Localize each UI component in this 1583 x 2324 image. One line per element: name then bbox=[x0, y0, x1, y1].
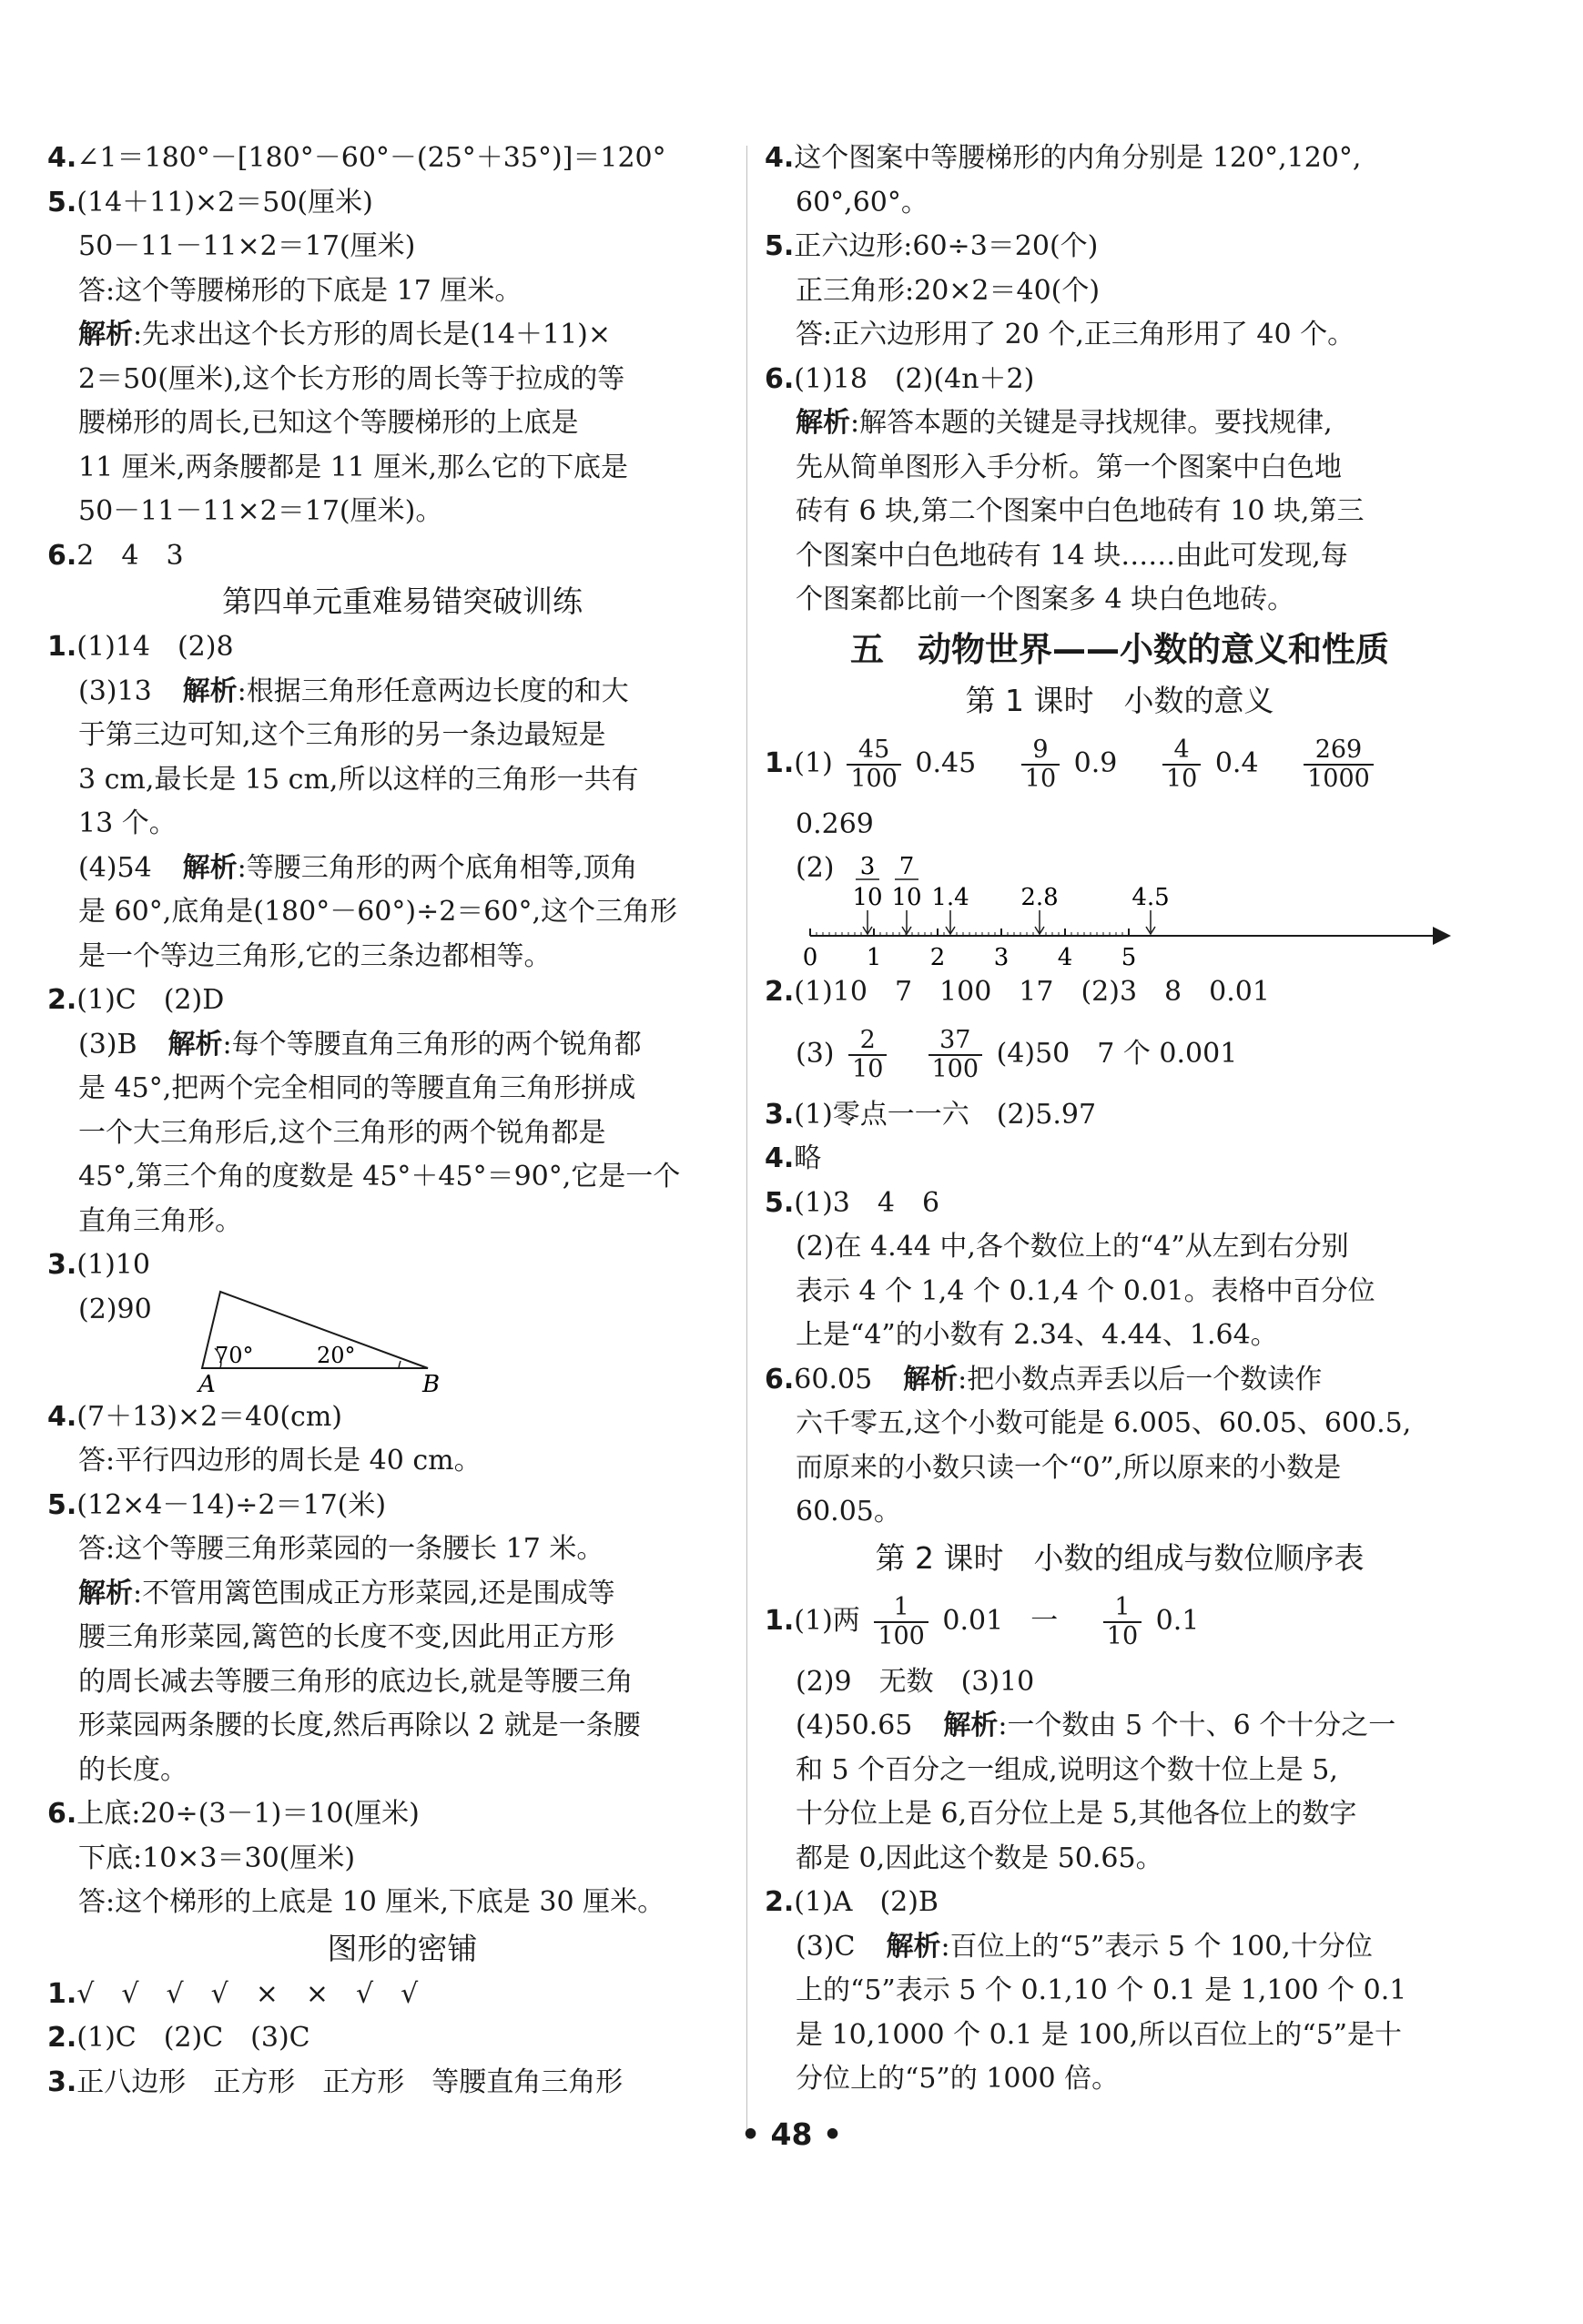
analysis-label: 解析 bbox=[78, 319, 133, 350]
analysis-line: 解析:不管用篱笆围成正方形菜园,还是围成等 bbox=[78, 1577, 615, 1609]
triangle-figure bbox=[193, 1284, 484, 1394]
answer-line: 50－11－11×2＝17(厘米) bbox=[78, 230, 416, 262]
answer-line: (4)54 解析:等腰三角形的两个底角相等,顶角 bbox=[78, 851, 638, 884]
analysis-label: 解析 bbox=[182, 675, 238, 707]
fraction: $\frac{9}{10}$ bbox=[1021, 736, 1060, 793]
answer-line: (3)B 解析:每个等腰直角三角形的两个锐角都 bbox=[78, 1028, 642, 1061]
answer-line: 60°,60°。 bbox=[796, 186, 928, 218]
analysis-line: 砖有 6 块,第二个图案中白色地砖有 10 块,第三 bbox=[796, 495, 1365, 527]
analysis-line: 是 10,1000 个 0.1 是 100,所以百位上的“5”是十 bbox=[796, 2018, 1403, 2051]
answer-line: 4.(7＋13)×2＝40(cm) bbox=[47, 1400, 343, 1433]
answer-line: 4.略 bbox=[765, 1142, 822, 1174]
answer-line: 1.(1)两 $\frac{1}{100}$ 0.01 一 $\frac{1}{10}$ 0.1 bbox=[765, 1592, 1200, 1650]
analysis-line: 和 5 个百分之一组成,说明这个数十位上是 5, bbox=[796, 1753, 1338, 1786]
analysis-label: 解析 bbox=[903, 1363, 959, 1395]
answer-line: 答:平行四边形的周长是 40 cm。 bbox=[78, 1445, 482, 1477]
analysis-line: 六千零五,这个小数可能是 6.005、60.05、600.5, bbox=[796, 1407, 1412, 1439]
analysis-line: 上的“5”表示 5 个 0.1,10 个 0.1 是 1,100 个 0.1 bbox=[796, 1974, 1407, 2006]
analysis-line: 先从简单图形入手分析。第一个图案中白色地 bbox=[796, 451, 1342, 483]
answer-line: 答:正六边形用了 20 个,正三角形用了 40 个。 bbox=[796, 319, 1355, 350]
chapter-heading: 五 动物世界——小数的意义和性质 bbox=[850, 629, 1389, 669]
answer-line: 5.(12×4－14)÷2＝17(米) bbox=[47, 1488, 387, 1521]
fraction: $\frac{1}{10}$ bbox=[1103, 1594, 1142, 1650]
answer-line: 0.269 bbox=[796, 807, 874, 840]
angle-label-b: 20° bbox=[317, 1342, 356, 1368]
answer-line: 上是“4”的小数有 2.34、4.44、1.64。 bbox=[796, 1319, 1278, 1351]
lesson-heading: 第 1 课时 小数的意义 bbox=[965, 682, 1274, 718]
answer-line: 6.上底:20÷(3－1)＝10(厘米) bbox=[47, 1798, 420, 1830]
answer-line: 下底:10×3＝30(厘米) bbox=[78, 1842, 356, 1874]
tick-label: 0 bbox=[802, 944, 818, 970]
analysis-line: 十分位上是 6,百分位上是 5,其他各位上的数字 bbox=[796, 1798, 1357, 1830]
number-line-row: (2) 0 1 2 3 4 5 3 10 7 10 1.4 2.8 4.5 bbox=[765, 847, 1475, 970]
answer-line: 5.(14＋11)×2＝50(厘米) bbox=[47, 186, 373, 218]
analysis-line: 个图案都比前一个图案多 4 块白色地砖。 bbox=[796, 584, 1295, 615]
analysis-line: 形菜园两条腰的长度,然后再除以 2 就是一条腰 bbox=[78, 1710, 641, 1741]
right-column bbox=[765, 137, 1475, 2102]
answer-line: (4)50.65 解析:一个数由 5 个十、6 个十分之一 bbox=[796, 1710, 1396, 1741]
answer-line: 正三角形:20×2＝40(个) bbox=[796, 274, 1101, 307]
answer-line: 5.正六边形:60÷3＝20(个) bbox=[765, 230, 1099, 262]
analysis-line: 2＝50(厘米),这个长方形的周长等于拉成的等 bbox=[78, 362, 625, 395]
section-heading: 第四单元重难易错突破训练 bbox=[222, 584, 583, 619]
svg-text:2.8: 2.8 bbox=[1020, 884, 1059, 911]
answer-line: 5.(1)3 4 6 bbox=[765, 1186, 940, 1219]
analysis-line: 11 厘米,两条腰都是 11 厘米,那么它的下底是 bbox=[78, 451, 629, 483]
analysis-line: 解析:解答本题的关键是寻找规律。要找规律, bbox=[796, 407, 1333, 439]
fraction: $\frac{45}{100}$ bbox=[847, 736, 901, 793]
left-column bbox=[47, 137, 757, 2105]
answer-line: 2.(1)C (2)D bbox=[47, 984, 225, 1016]
answer-line: 2.(1)A (2)B bbox=[765, 1886, 939, 1918]
svg-text:4.5: 4.5 bbox=[1131, 884, 1170, 911]
angle-arc-b bbox=[399, 1361, 401, 1368]
analysis-label: 解析 bbox=[182, 851, 238, 884]
analysis-line: 于第三边可知,这个三角形的另一条边最短是 bbox=[78, 719, 606, 751]
marker-3-10 bbox=[852, 853, 882, 934]
marker-2-8 bbox=[1020, 884, 1058, 934]
analysis-line: 分位上的“5”的 1000 倍。 bbox=[796, 2063, 1120, 2095]
vertex-label-b: B bbox=[422, 1370, 441, 1394]
marker-7-10 bbox=[891, 853, 921, 934]
marker-7-10-denominator: 10 bbox=[891, 884, 922, 911]
marker-7-10-numerator: 7 bbox=[898, 853, 915, 880]
analysis-line: 直角三角形。 bbox=[78, 1204, 242, 1237]
answer-line: 3.(1)10 bbox=[47, 1249, 150, 1281]
analysis-line: 个图案中白色地砖有 14 块……由此可发现,每 bbox=[796, 539, 1348, 572]
answer-line: (2)在 4.44 中,各个数位上的“4”从左到右分别 bbox=[796, 1231, 1349, 1263]
analysis-line: 而原来的小数只读一个“0”,所以原来的小数是 bbox=[796, 1451, 1342, 1484]
section-heading: 图形的密铺 bbox=[327, 1930, 478, 1966]
analysis-line: 是一个等边三角形,它的三条边都相等。 bbox=[78, 939, 552, 972]
tick-label: 4 bbox=[1057, 944, 1073, 970]
vertex-label-a: A bbox=[198, 1370, 216, 1394]
analysis-label: 解析 bbox=[886, 1930, 941, 1963]
answer-line: 1.√ √ √ √ × × √ √ bbox=[47, 1977, 419, 2010]
answer-line: 4.∠1＝180°－[180°－60°－(25°＋35°)]＝120° bbox=[47, 142, 666, 174]
number-line bbox=[801, 847, 1475, 970]
tick-label: 2 bbox=[929, 944, 946, 970]
answer-line: 答:这个等腰梯形的下底是 17 厘米。 bbox=[78, 274, 523, 307]
answer-line: 2.(1)C (2)C (3)C bbox=[47, 2022, 310, 2054]
analysis-line: 腰三角形菜园,篱笆的长度不变,因此用正方形 bbox=[78, 1621, 615, 1653]
answer-line: 6.60.05 解析:把小数点弄丢以后一个数读作 bbox=[765, 1363, 1323, 1395]
analysis-line: 的周长减去等腰三角形的底边长,就是等腰三角 bbox=[78, 1665, 634, 1698]
analysis-label: 解析 bbox=[943, 1710, 999, 1741]
analysis-line: 50－11－11×2＝17(厘米)。 bbox=[78, 495, 443, 527]
fraction: $\frac{2}{10}$ bbox=[848, 1027, 887, 1083]
analysis-line: 腰梯形的周长,已知这个等腰梯形的上底是 bbox=[78, 407, 579, 439]
answer-line: 1.(1)14 (2)8 bbox=[47, 631, 234, 663]
analysis-line: 一个大三角形后,这个三角形的两个锐角都是 bbox=[78, 1116, 606, 1149]
fraction: $\frac{269}{1000}$ bbox=[1304, 736, 1374, 793]
page-number: • 48 • bbox=[740, 2116, 843, 2152]
answer-line: 3.正八边形 正方形 正方形 等腰直角三角形 bbox=[47, 2065, 624, 2098]
analysis-line: 3 cm,最长是 15 cm,所以这样的三角形一共有 bbox=[78, 763, 639, 796]
fraction: $\frac{4}{10}$ bbox=[1162, 736, 1201, 793]
analysis-label: 解析 bbox=[796, 407, 850, 439]
answer-line: 4.这个图案中等腰梯形的内角分别是 120°,120°, bbox=[765, 142, 1362, 174]
analysis-line: 13 个。 bbox=[78, 807, 177, 839]
analysis-line: 45°,第三个角的度数是 45°＋45°＝90°,它是一个 bbox=[78, 1161, 681, 1192]
tick-label: 1 bbox=[866, 944, 882, 970]
analysis-line: 的长度。 bbox=[78, 1753, 188, 1786]
answer-line: (3)13 解析:根据三角形任意两边长度的和大 bbox=[78, 675, 629, 707]
analysis-label: 解析 bbox=[78, 1577, 133, 1609]
analysis-line: 是 45°,把两个完全相同的等腰直角三角形拼成 bbox=[78, 1072, 636, 1104]
marker-4-5 bbox=[1131, 884, 1169, 934]
analysis-line: 是 60°,底角是(180°－60°)÷2＝60°,这个三角形 bbox=[78, 896, 678, 928]
analysis-line: 解析:先求出这个长方形的周长是(14＋11)× bbox=[78, 319, 611, 350]
tick-label: 3 bbox=[993, 944, 1010, 970]
answer-line: 1.(1) $\frac{45}{100}$ 0.45 $\frac{9}{10}$ 0.9 $\frac{4}{10}$ 0.4 $\frac{269}{1000}$ bbox=[765, 725, 1475, 803]
triangle-figure-row: (2)90 70° 20° A B bbox=[47, 1288, 757, 1395]
analysis-line: 60.05。 bbox=[796, 1496, 901, 1527]
fraction: $\frac{1}{100}$ bbox=[874, 1594, 928, 1650]
answer-line: 答:这个梯形的上底是 10 厘米,下底是 30 厘米。 bbox=[78, 1886, 665, 1918]
fraction: $\frac{37}{100}$ bbox=[928, 1027, 983, 1083]
answer-line: (2)9 无数 (3)10 bbox=[796, 1665, 1035, 1698]
answer-line: 答:这个等腰三角形菜园的一条腰长 17 米。 bbox=[78, 1533, 604, 1565]
marker-3-10-numerator: 3 bbox=[859, 853, 876, 880]
answer-line: 6.2 4 3 bbox=[47, 539, 184, 572]
answer-line: 6.(1)18 (2)(4n＋2) bbox=[765, 362, 1035, 395]
marker-3-10-denominator: 10 bbox=[852, 884, 883, 911]
analysis-line: 都是 0,因此这个数是 50.65。 bbox=[796, 1842, 1163, 1874]
analysis-label: 解析 bbox=[167, 1028, 223, 1061]
angle-label-a: 70° bbox=[215, 1342, 254, 1368]
answer-line: (3)C 解析:百位上的“5”表示 5 个 100,十分位 bbox=[796, 1930, 1373, 1963]
lesson-heading: 第 2 课时 小数的组成与数位顺序表 bbox=[875, 1539, 1365, 1576]
answer-line: 表示 4 个 1,4 个 0.1,4 个 0.01。表格中百分位 bbox=[796, 1274, 1375, 1307]
number-line-ticks bbox=[803, 929, 1137, 970]
svg-text:1.4: 1.4 bbox=[931, 884, 969, 911]
answer-line: 3.(1)零点一一六 (2)5.97 bbox=[765, 1098, 1097, 1131]
marker-1-4 bbox=[931, 884, 969, 934]
answer-line: (3) $\frac{2}{10}$ $\frac{37}{100}$ (4)50 7 个 0.001 bbox=[796, 1025, 1238, 1083]
answer-line: 2.(1)10 7 100 17 (2)3 8 0.01 bbox=[765, 976, 1270, 1008]
tick-label: 5 bbox=[1121, 944, 1137, 970]
